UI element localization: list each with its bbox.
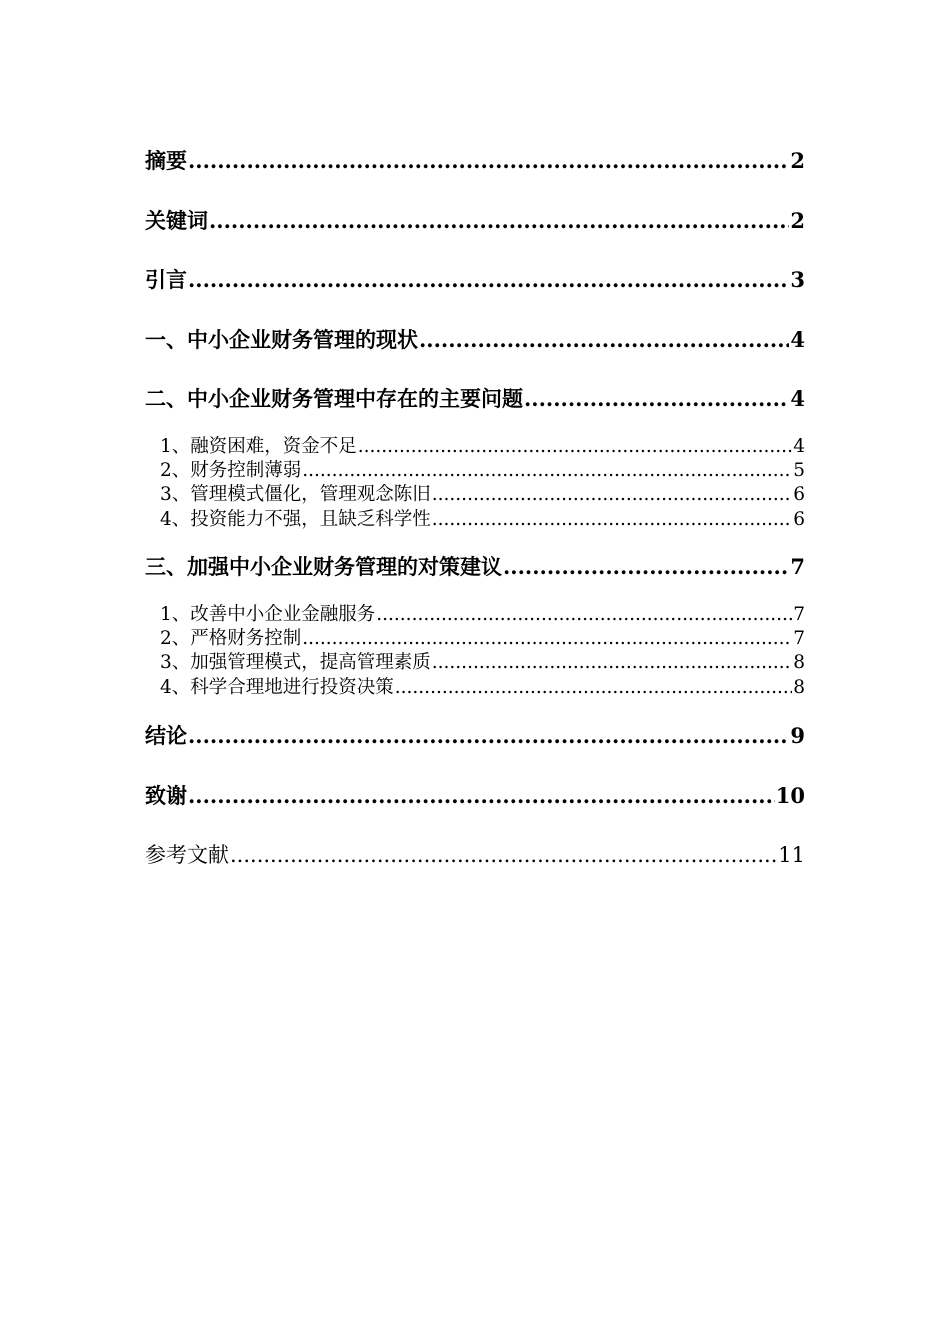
toc-subentry-2-3[interactable] xyxy=(145,480,805,504)
toc-entry-page: 7 xyxy=(793,604,805,625)
toc-dot-leader xyxy=(432,509,792,530)
toc-entry-conclusion[interactable] xyxy=(145,720,805,748)
toc-subentry-2-1[interactable] xyxy=(145,432,805,456)
toc-dot-leader xyxy=(188,723,789,748)
toc-entry-title: 关键词 xyxy=(145,208,208,233)
toc-entry-page: 4 xyxy=(790,386,805,411)
toc-dot-leader xyxy=(230,843,777,867)
toc-dot-leader xyxy=(188,783,775,808)
toc-subentry-3-2[interactable] xyxy=(145,624,805,648)
toc-entry-title: 3、加强管理模式，提高管理素质 xyxy=(160,652,431,673)
toc-entry-page: 4 xyxy=(790,327,805,352)
toc-entry-title: 2、严格财务控制 xyxy=(160,628,302,649)
toc-entry-title: 1、改善中小企业金融服务 xyxy=(160,604,376,625)
toc-subentry-3-3[interactable] xyxy=(145,648,805,672)
toc-dot-leader xyxy=(188,148,789,173)
toc-subentry-3-1[interactable] xyxy=(145,600,805,624)
toc-entry-page: 6 xyxy=(793,484,805,505)
toc-entry-page: 2 xyxy=(790,148,805,173)
toc-entry-title: 二、中小企业财务管理中存在的主要问题 xyxy=(145,386,523,411)
toc-entry-page: 7 xyxy=(790,554,805,579)
toc-entry-title: 三、加强中小企业财务管理的对策建议 xyxy=(145,554,502,579)
toc-entry-page: 5 xyxy=(793,460,805,481)
toc-entry-chapter-2[interactable] xyxy=(145,383,805,411)
toc-entry-title: 3、管理模式僵化，管理观念陈旧 xyxy=(160,484,431,505)
toc-entry-references[interactable] xyxy=(145,839,805,867)
toc-entry-page: 4 xyxy=(793,436,805,457)
toc-entry-page: 7 xyxy=(793,628,805,649)
toc-dot-leader xyxy=(358,436,792,457)
toc-entry-title: 参考文献 xyxy=(145,843,229,867)
toc-entry-title: 一、中小企业财务管理的现状 xyxy=(145,327,418,352)
toc-entry-page: 10 xyxy=(775,783,805,808)
toc-entry-chapter-1[interactable] xyxy=(145,324,805,352)
toc-dot-leader xyxy=(503,554,789,579)
toc-subentry-3-4[interactable] xyxy=(145,673,805,697)
toc-dot-leader xyxy=(302,460,792,481)
toc-entry-abstract[interactable] xyxy=(145,145,805,173)
toc-dot-leader xyxy=(209,208,789,233)
toc-entry-page: 2 xyxy=(790,208,805,233)
toc-entry-title: 引言 xyxy=(145,267,187,292)
toc-entry-page: 8 xyxy=(793,677,805,698)
toc-entry-title: 结论 xyxy=(145,723,187,748)
toc-entry-title: 1、融资困难，资金不足 xyxy=(160,436,357,457)
toc-entry-thanks[interactable] xyxy=(145,780,805,808)
toc-dot-leader xyxy=(419,327,789,352)
toc-dot-leader xyxy=(395,677,792,698)
toc-entry-page: 8 xyxy=(793,652,805,673)
toc-entry-intro[interactable] xyxy=(145,264,805,292)
toc-entry-keywords[interactable] xyxy=(145,205,805,233)
toc-entry-page: 9 xyxy=(790,723,805,748)
toc-dot-leader xyxy=(188,267,789,292)
toc-subentry-2-4[interactable] xyxy=(145,505,805,529)
toc-entry-title: 4、投资能力不强，且缺乏科学性 xyxy=(160,509,431,530)
toc-entry-chapter-3[interactable] xyxy=(145,551,805,579)
toc-dot-leader xyxy=(302,628,792,649)
toc-dot-leader xyxy=(432,652,792,673)
toc-subentry-2-2[interactable] xyxy=(145,456,805,480)
toc-entry-page: 6 xyxy=(793,509,805,530)
toc-dot-leader xyxy=(524,386,789,411)
toc-entry-title: 致谢 xyxy=(145,783,187,808)
toc-entry-title: 4、科学合理地进行投资决策 xyxy=(160,677,394,698)
toc-entry-title: 2、财务控制薄弱 xyxy=(160,460,302,481)
toc-entry-page: 3 xyxy=(790,267,805,292)
toc-entry-title: 摘要 xyxy=(145,148,187,173)
toc-dot-leader xyxy=(432,484,792,505)
toc-dot-leader xyxy=(376,604,792,625)
toc-entry-page: 11 xyxy=(778,843,805,867)
